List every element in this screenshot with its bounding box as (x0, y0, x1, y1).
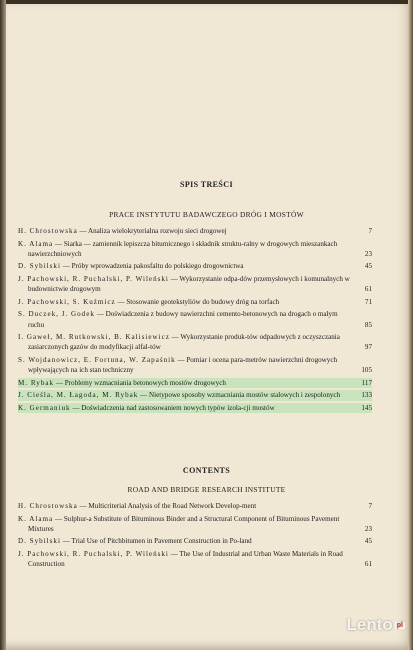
toc-entry (18, 501, 372, 511)
entry-author: D. Sybilski (18, 537, 61, 546)
toc-entry (18, 355, 372, 375)
entry-title: — Multicriterial Analysis of the Road Network Develop-ment (79, 502, 257, 510)
entry-author: K. Germaniuk (18, 403, 71, 412)
entry-title: — Doświadczenia nad zastosowaniem nowych typów izola-cji mostów (72, 403, 275, 412)
watermark-brand: Lento (346, 615, 393, 634)
entry-author: K. Alama (18, 514, 54, 523)
toc-entry (18, 226, 372, 236)
entry-author: S. Duczek, J. Godek (18, 310, 95, 319)
toc-entry (18, 261, 372, 271)
entry-title: — Problemy wzmacniania betonowych mostów drogowych (55, 378, 226, 387)
entry-page: 105 (361, 366, 372, 375)
page-edge-shadow (408, 0, 413, 650)
entry-title: — Wykorzystanie odpa-dów przemysłowych i komunalnych w budownictwie drogowym (28, 274, 350, 294)
toc-entry (18, 309, 372, 329)
toc-section-pl: PRACE INSTYTUTU BADAWCZEGO DRÓG I MOSTÓW (109, 210, 304, 219)
lento-watermark (346, 615, 405, 635)
book-spine-shadow (0, 0, 6, 650)
toc-heading-pl: SPIS TREŚCI (180, 180, 233, 189)
toc-entry (18, 536, 372, 546)
entry-author: H. Chrostowska (18, 502, 78, 510)
entry-author: J. Pachowski, R. Puchalski, P. Wileński (18, 274, 169, 283)
toc-entry-highlighted (18, 378, 372, 388)
entry-page: 97 (364, 343, 372, 352)
entry-page: 45 (364, 262, 372, 271)
toc-entry (18, 274, 372, 294)
toc-entry (18, 297, 372, 307)
entry-title: — The Use of Industrial and Urban Waste Materials in Road Construction (28, 549, 343, 569)
entry-page: 45 (364, 537, 372, 546)
toc-entry (18, 332, 372, 352)
entry-title: — Siarka — zamiennik lepiszcza bitumicznego i składnik struktu-ralny w drogowych mieszankach nawierzchniowych (28, 239, 338, 258)
entry-author: J. Pachowski, S. Kuźmicz (18, 297, 116, 306)
entry-page: 7 (368, 502, 372, 510)
entry-author: J. Cieśla, M. Łagoda, M. Rybak (18, 391, 139, 400)
entry-author: M. Rybak (18, 378, 55, 387)
entry-page: 145 (361, 403, 372, 412)
entry-page: 23 (364, 524, 372, 533)
entry-author: K. Alama (18, 239, 54, 248)
entry-title: — Sulphur-a Substitute of Bituminous Binder and a Structural Component of Bituminous Pavement Mixtures (28, 514, 340, 533)
entry-page: 61 (364, 560, 372, 569)
entry-title: — Trial Use of Pitchbitumen in Pavement Construction in Po-land (62, 537, 252, 546)
toc-entry-highlighted (18, 390, 372, 400)
entry-author: D. Sybilski (18, 262, 61, 271)
entry-author: I. Gaweł, M. Rutkowski, B. Kalisiewicz (18, 333, 170, 342)
toc-entry (18, 549, 372, 569)
entry-title: — Stosowanie geotekstyliów do budowy dróg na torfach (117, 297, 280, 306)
toc-section-en: ROAD AND BRIDGE RESEARCH INSTITUTE (127, 485, 286, 494)
entry-author: S. Wojdanowicz, E. Fortuna, W. Zapaśnik (18, 355, 176, 364)
entry-page: 71 (364, 297, 372, 306)
toc-list-pl (18, 226, 372, 416)
entry-author: H. Chrostowska (18, 227, 78, 235)
entry-page: 85 (364, 320, 372, 329)
entry-page: 61 (364, 285, 372, 294)
entry-author: J. Pachowski, R. Puchalski, P. Wileński (18, 549, 169, 558)
entry-page: 133 (361, 391, 372, 400)
page-top-edge (0, 0, 413, 4)
entry-title: — Próby wprowadzenia pakosfaltu do polskiego drogownictwa (62, 262, 244, 271)
entry-page: 23 (364, 249, 372, 258)
toc-heading-en: CONTENTS (182, 466, 231, 475)
toc-entry (18, 239, 372, 259)
toc-entry (18, 514, 372, 534)
watermark-tld: pl (396, 622, 403, 630)
entry-title: — Doświadczenia z budowy nawierzchni cemento-betonowych na drogach o małym ruchu (28, 310, 338, 329)
toc-list-en (18, 501, 372, 572)
entry-title: — Analiza wielokryterialna rozwoju sieci drogowej (79, 227, 227, 235)
entry-title: — Nietypowe sposoby wzmacniania mostów stalowych i zespolonych (140, 391, 341, 400)
entry-page: 117 (361, 378, 372, 387)
entry-title: — Pomiar i ocena para-metrów nawierzchni drogowych wpływających na ich stan techniczny (28, 355, 338, 375)
toc-entry-highlighted (18, 403, 372, 413)
entry-title: — Wykorzystanie produk-tów odpadowych z oczyszczania zasiarczonych gazów do modyfikacji alfal-tów (28, 333, 340, 352)
entry-page: 7 (368, 227, 372, 235)
